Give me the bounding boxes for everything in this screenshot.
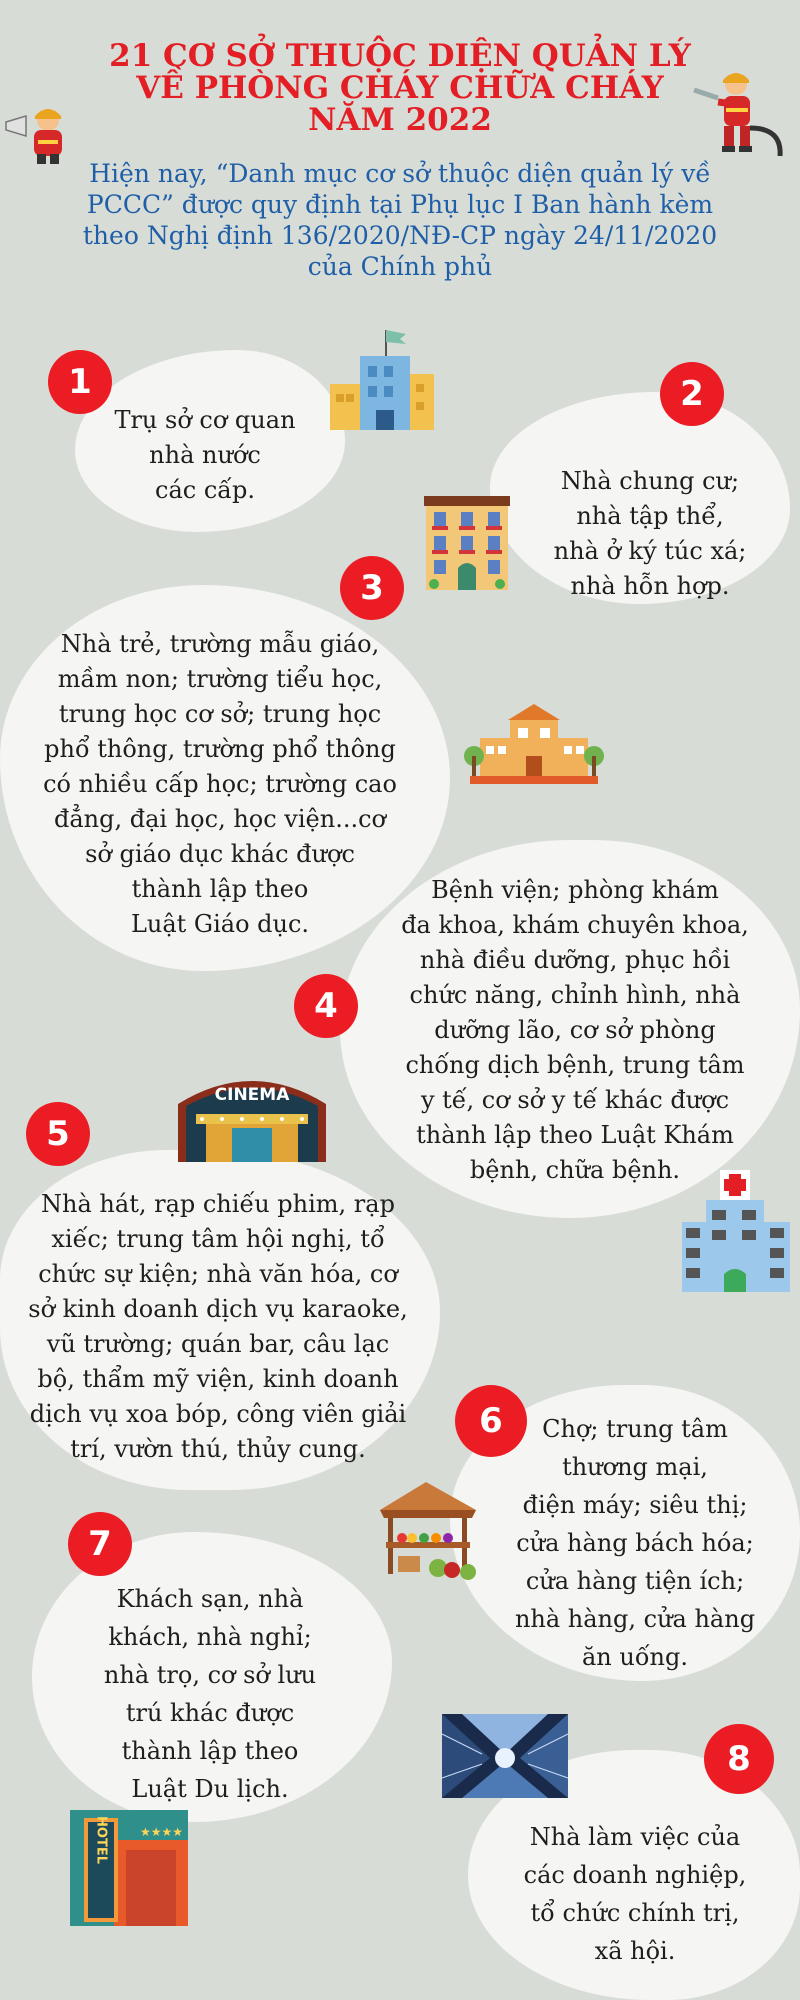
item-5-badge: 5 [26,1102,90,1166]
item-4-line: Bệnh viện; phòng khám [431,876,719,904]
item-1-text [85,403,325,508]
item-4-line: y tế, cơ sở y tế khác được [420,1086,730,1114]
item-4-line: thành lập theo Luật Khám [416,1121,734,1149]
item-4-badge: 4 [294,974,358,1038]
item-8-line: các doanh nghiệp, [523,1861,747,1889]
item-2-text [520,464,780,604]
apartment-building-icon [424,496,510,590]
item-3-line: phổ thông, trường phổ thông [44,735,396,763]
office-towers-icon [442,1714,568,1798]
intro-line: Hiện nay, “Danh mục cơ sở thuộc diện quản lý về [89,159,711,188]
intro-paragraph [40,158,760,282]
item-5-line: trí, vườn thú, thủy cung. [70,1435,366,1463]
item-8-line: Nhà làm việc của [529,1823,741,1851]
government-building-icon [328,326,436,430]
item-5-line: sở kinh doanh dịch vụ karaoke, [28,1295,408,1323]
item-7-text [75,1580,345,1808]
intro-line: của Chính phủ [307,252,493,281]
cinema-icon [176,1066,328,1162]
item-3-line: Nhà trẻ, trường mẫu giáo, [60,630,380,658]
item-4-line: chống dịch bệnh, trung tâm [405,1051,745,1079]
title-line: 21 CƠ SỞ THUỘC DIỆN QUẢN LÝ [109,38,691,74]
item-2-line: nhà ở ký túc xá; [553,537,747,565]
item-3-text [30,627,410,942]
item-6-text [500,1410,770,1676]
item-3-line: đẳng, đại học, học viện...cơ [54,805,386,833]
item-4-line: nhà điều dưỡng, phục hồi [419,946,731,974]
item-4-line: bệnh, chữa bệnh. [469,1156,681,1184]
item-6-line: Chợ; trung tâm [542,1415,728,1443]
item-7-line: Khách sạn, nhà [116,1585,304,1613]
school-building-icon [466,700,602,786]
market-stall-icon [376,1480,482,1584]
item-2-badge: 2 [660,362,724,426]
item-5-line: chức sự kiện; nhà văn hóa, cơ [38,1260,398,1288]
item-7-line: Luật Du lịch. [131,1775,289,1803]
intro-line: PCCC” được quy định tại Phụ lục I Ban hành kèm [86,190,714,219]
svg-text:★★★★: ★★★★ [140,1825,184,1839]
item-7-line: khách, nhà nghỉ; [108,1623,312,1651]
item-3-line: thành lập theo [131,875,309,903]
page-title [80,40,720,136]
item-5-line: xiếc; trung tâm hội nghị, tổ [51,1225,385,1253]
item-2-line: nhà hỗn hợp. [570,572,730,600]
item-3-line: sở giáo dục khác được [85,840,355,868]
firefighter-hose-icon [690,68,790,158]
item-3-line: trung học cơ sở; trung học [58,700,382,728]
item-8-line: xã hội. [594,1937,676,1965]
firefighter-megaphone-icon [4,104,74,166]
item-6-line: nhà hàng, cửa hàng [514,1605,756,1633]
item-7-line: thành lập theo [121,1737,299,1765]
item-6-line: cửa hàng bách hóa; [516,1529,754,1557]
title-line: NĂM 2022 [308,102,492,138]
intro-line: theo Nghị định 136/2020/NĐ-CP ngày 24/11/2020 [82,221,718,250]
item-2-line: Nhà chung cư; [560,467,740,495]
item-6-line: thương mại, [562,1453,708,1481]
hotel-icon [70,1810,188,1926]
item-3-line: có nhiều cấp học; trường cao [43,770,397,798]
item-1-badge: 1 [48,350,112,414]
item-6-badge: 6 [455,1385,527,1457]
item-4-text [385,873,765,1188]
item-3-badge: 3 [340,556,404,620]
item-1-line: nhà nước [149,441,261,469]
item-3-line: mầm non; trường tiểu học, [57,665,383,693]
item-8-line: tổ chức chính trị, [530,1899,740,1927]
item-7-line: nhà trọ, cơ sở lưu [103,1661,317,1689]
item-5-line: Nhà hát, rạp chiếu phim, rạp [41,1190,395,1218]
item-1-line: các cấp. [155,476,255,504]
item-3-line: Luật Giáo dục. [130,910,310,938]
item-4-line: dưỡng lão, cơ sở phòng [434,1016,716,1044]
cinema-sign-text: CINEMA [214,1085,290,1105]
hotel-sign-text: HOTEL [93,1816,109,1864]
item-5-text [18,1187,418,1467]
title-line: VỀ PHÒNG CHÁY CHỮA CHÁY [136,70,664,106]
hospital-icon [680,1170,792,1292]
item-8-badge: 8 [704,1724,774,1794]
item-7-line: trú khác được [125,1699,295,1727]
item-7-badge: 7 [68,1512,132,1576]
item-4-line: chức năng, chỉnh hình, nhà [409,981,741,1009]
item-6-line: cửa hàng tiện ích; [525,1567,745,1595]
item-1-line: Trụ sở cơ quan [114,406,296,434]
item-5-line: vũ trường; quán bar, câu lạc [46,1330,390,1358]
item-5-line: dịch vụ xoa bóp, công viên giải [29,1400,407,1428]
item-5-line: bộ, thẩm mỹ viện, kinh doanh [37,1365,399,1393]
item-6-line: điện máy; siêu thị; [522,1491,748,1519]
item-8-text [505,1818,765,1970]
item-2-line: nhà tập thể, [576,502,724,530]
item-4-line: đa khoa, khám chuyên khoa, [401,911,749,939]
item-6-line: ăn uống. [582,1643,688,1671]
